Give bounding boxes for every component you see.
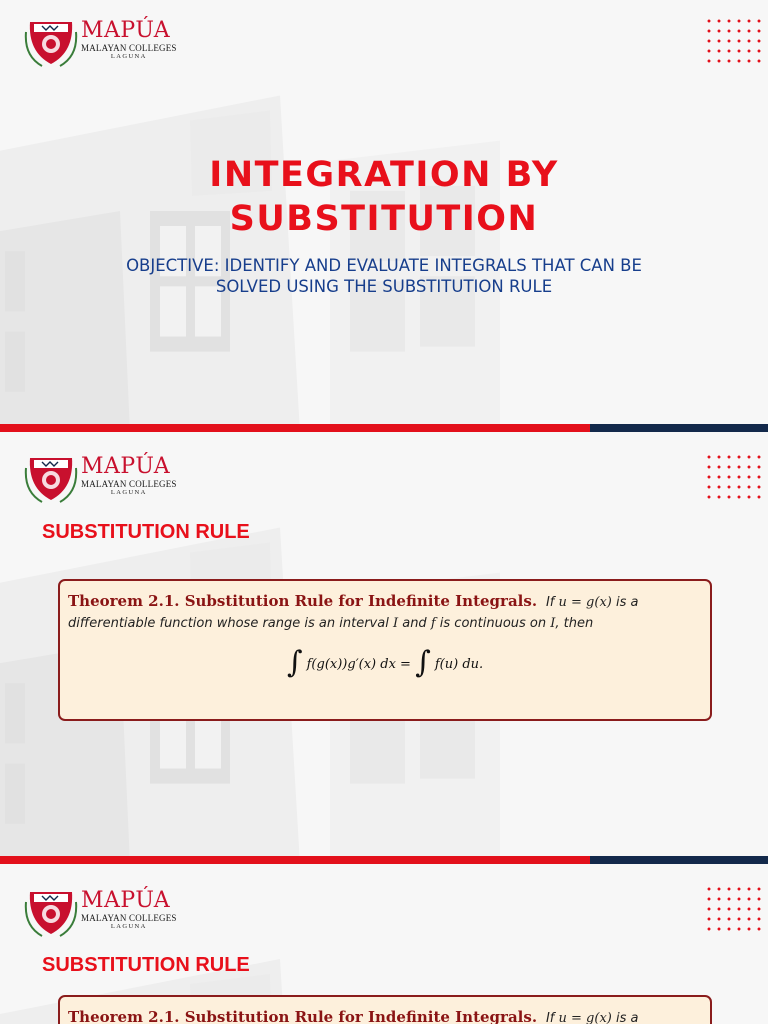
theorem-formula: ∫ f(g(x))g′(x) dx = ∫ f(u) du. (286, 645, 484, 680)
crest-icon (24, 12, 78, 68)
objective-line-2: SOLVED USING THE SUBSTITUTION RULE (215, 277, 553, 296)
logo-name: MAPÚA (81, 453, 171, 479)
logo-subtitle-2: LAGUNA (110, 52, 147, 60)
logo-subtitle: MALAYAN COLLEGES (81, 912, 177, 923)
mapua-logo (24, 882, 177, 938)
theorem-text-a: If (545, 1011, 559, 1024)
mapua-logo (24, 448, 177, 504)
dot-pattern-decoration (704, 884, 764, 934)
title-slide (0, 0, 768, 432)
theorem-box (58, 995, 712, 1024)
logo-name: MAPÚA (81, 17, 171, 43)
crest-icon (24, 882, 78, 938)
section-title: SUBSTITUTION RULE (42, 521, 250, 543)
theorem-math-u: u = g(x) (558, 1011, 612, 1024)
bottom-stripe (0, 856, 768, 864)
mapua-logo (24, 12, 177, 68)
bottom-stripe (0, 424, 768, 432)
crest-icon (24, 448, 78, 504)
theorem-heading: Theorem 2.1. Substitution Rule for Indefinite Integrals. (68, 592, 538, 610)
dot-pattern-decoration (704, 16, 764, 66)
substitution-rule-slide-continued (0, 864, 768, 1024)
dot-pattern-decoration (704, 452, 764, 502)
theorem-heading: Theorem 2.1. Substitution Rule for Indefinite Integrals. (68, 1008, 538, 1024)
theorem-text-b: is a (611, 595, 639, 610)
theorem-box (58, 579, 712, 721)
integral-sign-icon: ∫ (286, 645, 303, 680)
logo-subtitle-2: LAGUNA (110, 488, 147, 496)
theorem-line-2: differentiable function whose range is an interval I and f is continuous on I, then (68, 616, 594, 631)
theorem-math-u: u = g(x) (558, 595, 612, 610)
theorem-text-a: If (545, 595, 559, 610)
title-line-2: SUBSTITUTION (229, 199, 539, 239)
objective-line-1: OBJECTIVE: IDENTIFY AND EVALUATE INTEGRALS THAT CAN BE (126, 256, 642, 275)
integral-sign-icon: ∫ (415, 645, 431, 680)
title-line-1: INTEGRATION BY (209, 155, 559, 195)
substitution-rule-slide (0, 432, 768, 864)
logo-subtitle: MALAYAN COLLEGES (81, 42, 177, 53)
objective-text (84, 255, 684, 297)
theorem-text-b: is a (611, 1011, 639, 1024)
logo-name: MAPÚA (81, 887, 171, 913)
logo-subtitle-2: LAGUNA (110, 922, 147, 930)
slide-title (0, 153, 768, 241)
section-title: SUBSTITUTION RULE (42, 954, 250, 976)
logo-subtitle: MALAYAN COLLEGES (81, 478, 177, 489)
